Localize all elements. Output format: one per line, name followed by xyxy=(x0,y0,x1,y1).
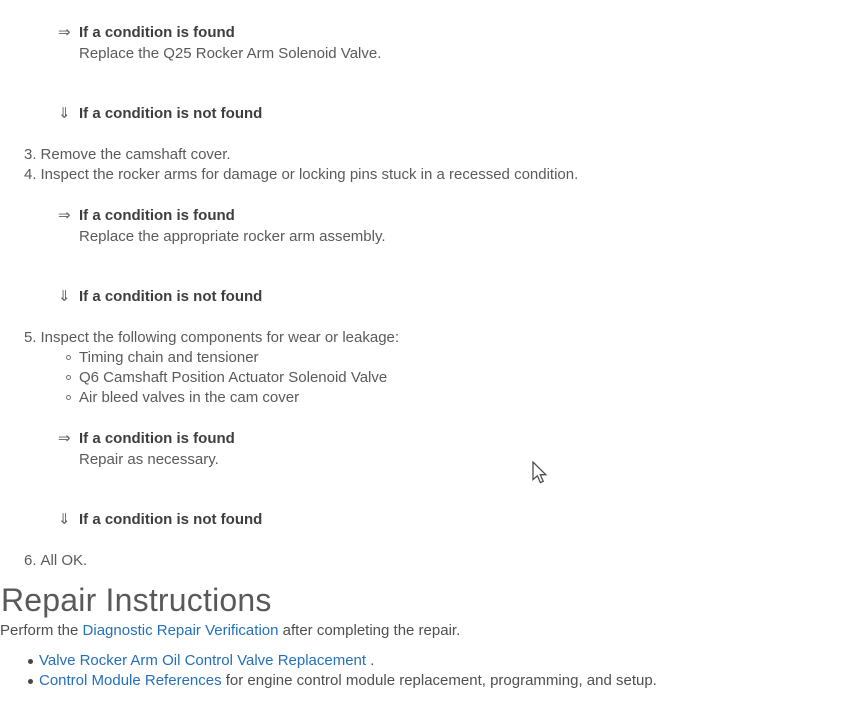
step-number: 4. xyxy=(24,166,37,183)
condition-label: If a condition is not found xyxy=(79,511,263,528)
procedure-step-3 xyxy=(0,145,850,165)
list-item xyxy=(0,388,850,408)
inspection-components-list xyxy=(0,348,850,408)
condition-action: Replace the appropriate rocker arm assembly. xyxy=(79,228,386,245)
step-text: Inspect the rocker arms for damage or locking pins stuck in a recessed condition. xyxy=(40,166,579,183)
step-number: 3. xyxy=(24,146,37,163)
condition-found-block xyxy=(0,22,850,64)
valve-rocker-arm-oil-control-valve-replacement-link[interactable]: Valve Rocker Arm Oil Control Valve Replacement xyxy=(39,652,367,669)
list-item xyxy=(0,671,850,691)
step-number: 5. xyxy=(24,329,37,346)
down-double-arrow-icon: ⇓ xyxy=(58,104,71,122)
condition-head xyxy=(58,428,850,449)
condition-not-found-block xyxy=(0,103,850,124)
condition-found-block xyxy=(0,428,850,470)
bullet-suffix-text: for engine control module replacement, programming, and setup. xyxy=(221,672,657,689)
condition-found-block xyxy=(0,205,850,247)
list-item xyxy=(0,651,850,671)
circle-bullet-icon xyxy=(66,395,71,400)
condition-not-found-block xyxy=(0,286,850,307)
intro-prefix-text: Perform the xyxy=(0,622,83,639)
circle-bullet-icon xyxy=(66,355,71,360)
right-double-arrow-icon: ⇒ xyxy=(58,429,71,447)
condition-head xyxy=(58,205,850,226)
condition-action: Repair as necessary. xyxy=(79,451,219,468)
step-number: 6. xyxy=(24,552,37,569)
list-item xyxy=(0,368,850,388)
right-double-arrow-icon: ⇒ xyxy=(58,23,71,41)
step-text: All OK. xyxy=(40,552,88,569)
bullet-suffix-text: . xyxy=(366,652,375,669)
step-text: Remove the camshaft cover. xyxy=(40,146,231,163)
repair-intro-paragraph xyxy=(0,621,850,641)
condition-label: If a condition is found xyxy=(79,430,235,447)
diagnostic-repair-verification-link[interactable]: Diagnostic Repair Verification xyxy=(82,622,279,639)
condition-not-found-block xyxy=(0,509,850,530)
condition-head xyxy=(58,286,850,307)
down-double-arrow-icon: ⇓ xyxy=(58,510,71,528)
intro-suffix-text: after completing the repair. xyxy=(278,622,461,639)
down-double-arrow-icon: ⇓ xyxy=(58,287,71,305)
procedure-step-6 xyxy=(0,551,850,571)
repair-links-list xyxy=(0,651,850,691)
condition-head xyxy=(58,103,850,124)
condition-label: If a condition is found xyxy=(79,207,235,224)
circle-bullet-icon xyxy=(66,375,71,380)
list-item-text: Q6 Camshaft Position Actuator Solenoid Valve xyxy=(79,369,388,386)
condition-action: Replace the Q25 Rocker Arm Solenoid Valve. xyxy=(79,45,382,62)
condition-label: If a condition is found xyxy=(79,24,235,41)
list-item xyxy=(0,348,850,368)
procedure-step-4 xyxy=(0,165,850,185)
condition-head xyxy=(58,22,850,43)
right-double-arrow-icon: ⇒ xyxy=(58,206,71,224)
control-module-references-link[interactable]: Control Module References xyxy=(39,672,222,689)
list-item-text: Timing chain and tensioner xyxy=(79,349,259,366)
condition-head xyxy=(58,509,850,530)
disc-bullet-icon xyxy=(28,679,33,684)
page-title: Repair Instructions xyxy=(1,582,272,618)
procedure-step-5 xyxy=(0,328,850,348)
step-text: Inspect the following components for wear or leakage: xyxy=(40,329,400,346)
condition-label: If a condition is not found xyxy=(79,288,263,305)
disc-bullet-icon xyxy=(28,659,33,664)
list-item-text: Air bleed valves in the cam cover xyxy=(79,389,300,406)
condition-label: If a condition is not found xyxy=(79,105,263,122)
